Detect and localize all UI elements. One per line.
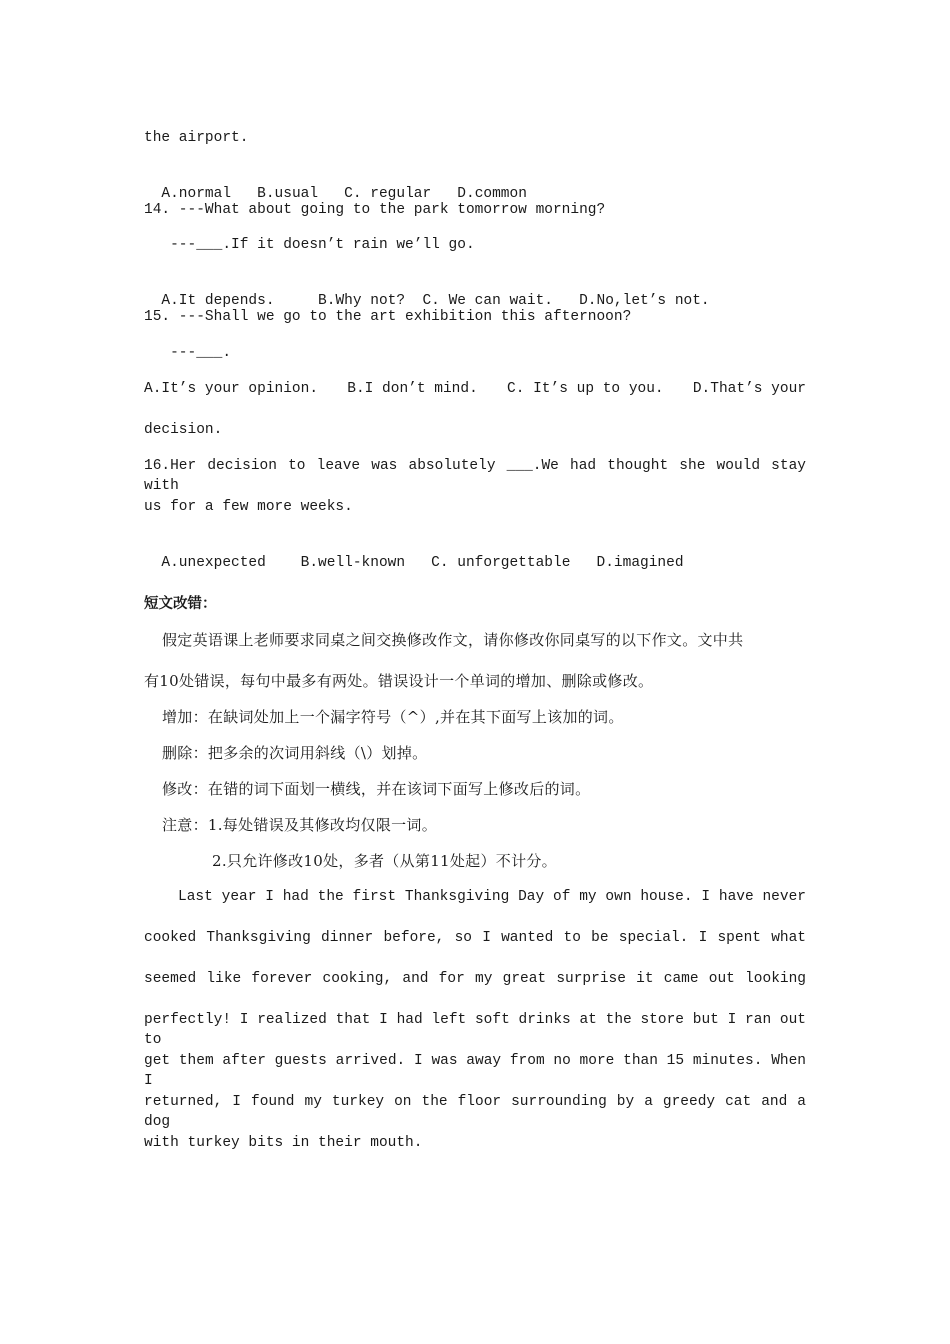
intro-line-1: 假定英语课上老师要求同桌之间交换修改作文，请你修改你同桌写的以下作文。文中共 [162, 631, 744, 649]
q15-option-b: B.I don’t mind. [347, 381, 478, 397]
q16-line2: us for a few more weeks. [144, 499, 353, 515]
delete-rule: 删除：把多余的次词用斜线（\）划掉。 [162, 744, 428, 762]
passage-line: with turkey bits in their mouth. [144, 1135, 423, 1151]
q13-option-d: D.common [457, 186, 527, 202]
q13-option-b: B.usual [257, 186, 319, 202]
q15-question: 15. ---Shall we go to the art exhibition this afternoon? [144, 309, 632, 325]
q14-options [144, 271, 806, 311]
q13-option-c: C. regular [344, 186, 432, 202]
q15-option-c: C. It’s up to you. [507, 381, 664, 397]
note-2: 2.只允许修改10处，多者（从第11处起）不计分。 [212, 852, 557, 870]
q13-options [144, 164, 806, 204]
section-heading: 短文改错： [144, 596, 217, 612]
passage-line: perfectly! I realized that I had left soft drinks at the store but I ran out to [144, 1012, 806, 1048]
note-1: 注意：1.每处错误及其修改均仅限一词。 [162, 816, 438, 834]
q14-option-c: C. We can wait. [422, 293, 553, 309]
q13-option-a: A.normal [161, 186, 232, 202]
passage-line: get them after guests arrived. I was away from no more than 15 minutes. When I [144, 1053, 806, 1089]
q15-option-d: D.That’s your [692, 381, 806, 397]
q14-question: 14. ---What about going to the park tomorrow morning? [144, 202, 606, 218]
q15-option-a: A.It’s your opinion. [144, 381, 319, 397]
q14-option-a: A.It depends. [161, 293, 275, 309]
passage-line: returned, I found my turkey on the floor surrounding by a greedy cat and a dog [144, 1094, 806, 1130]
q16-option-d: D.imagined [596, 555, 684, 571]
intro-line-2: 有10处错误，每句中最多有两处。错误设计一个单词的增加、删除或修改。 [144, 672, 654, 690]
q16-options [144, 533, 806, 573]
q16-option-c: C. unforgettable [431, 555, 571, 571]
q13-tail: the airport. [144, 130, 249, 146]
q14-option-b: B.Why not? [318, 293, 406, 309]
q16-option-a: A.unexpected [161, 555, 266, 571]
q14-reply: ---___.If it doesn’t rain we’ll go. [144, 237, 475, 253]
q16-line1: 16.Her decision to leave was absolutely ___.We had thought she would stay with [144, 458, 806, 494]
q14-option-d: D.No,let’s not. [579, 293, 710, 309]
q16-option-b: B.well-known [300, 555, 406, 571]
passage-line: cooked Thanksgiving dinner before, so I wanted to be special. I spent what [144, 930, 806, 946]
add-rule: 增加：在缺词处加上一个漏字符号（^）,并在其下面写上该加的词。 [162, 708, 624, 726]
passage-line: Last year I had the first Thanksgiving Day of my own house. I have never [178, 889, 806, 905]
passage-line: seemed like forever cooking, and for my great surprise it came out looking [144, 971, 806, 987]
modify-rule: 修改：在错的词下面划一横线，并在该词下面写上修改后的词。 [162, 780, 591, 798]
q15-options-wrap: decision. [144, 422, 223, 438]
q15-reply: ---___. [144, 345, 232, 361]
q15-options [144, 379, 806, 399]
